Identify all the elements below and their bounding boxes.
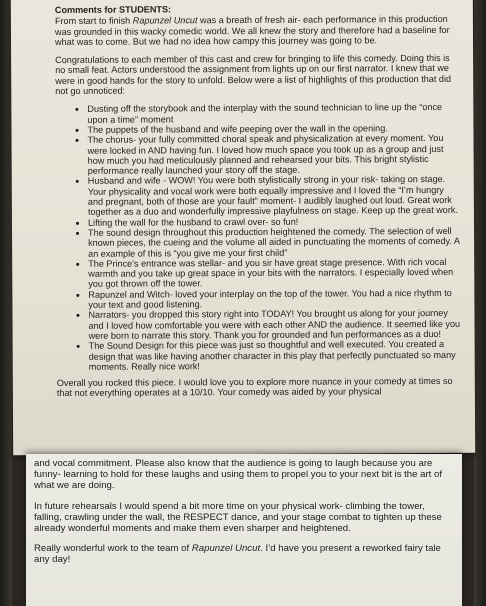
play-title-closing: Rapunzel Uncut <box>191 543 261 555</box>
continuation-paragraph: and vocal commitment. Please also know that the audience is going to laugh because you are funny- learning to hold for these laughs and using them to propel you to your next bit is the art of what we are doing. <box>34 458 442 492</box>
background-edge-right <box>474 0 486 606</box>
intro-paragraph <box>55 14 459 47</box>
intro-text-end: was a breath of fresh air- each performance in this production was grounded in this wacky comedic world. We all knew the story and therefore had a baseline for what was to come. But we had no idea how campy this journey was going to be. <box>54 14 450 47</box>
highlight-item: • Lifting the wall for the husband to crawl over- so fun! <box>88 216 460 228</box>
background-edge-left <box>0 0 12 606</box>
overall-paragraph: Overall you rocked this piece. I would love you to explore more nuance in your comedy at times so that not everything operates at a 10/10. Your comedy was aided by your physical <box>56 375 453 399</box>
letter-heading: Comments for STUDENTS: <box>54 4 172 15</box>
highlight-item: • The Sound Design for this piece was just so thoughtful and well executed. You created a design that was like having another character in this play that perfectly punctuated so many moments. Really nice work! <box>89 339 461 372</box>
highlight-item: • Husband and wife - WOW! You were both stylistically strong in your risk- taking on stage. Your physicality and vocal work were both equally impressive and I loved the “I’m hungry and pregnant, both of those are your fault” moment- I audibly laughed out loud. Great work together as a duo and wonderfully impressive playfulness on stage. Keep up the great work. <box>88 174 460 217</box>
letter-page-bottom <box>26 454 462 606</box>
letter-page-top <box>11 0 475 455</box>
highlight-item: • The chorus- your fully committed choral speak and physicalization at every moment. You were locked in AND having fun. I loved how much space you took up as a group and just how much you had meticulously planned and rehearsed your bits. This bright stylistic performance really launched your story off the stage. <box>88 133 460 176</box>
intro-text-start: From start to finish <box>54 15 133 27</box>
highlight-item: • Dusting off the storybook and the interplay with the sound technician to line up the “once upon a time” moment <box>87 102 459 125</box>
letter-body-top <box>11 0 475 399</box>
closing-text-end: . I’d have you present a reworked fairy tale any day! <box>34 543 441 566</box>
letter-body-bottom <box>26 454 462 566</box>
highlight-item: • The Prince’s entrance was stellar- and you sir have great stage presence. With rich vocal warmth and you take up great space in your bits with the narrators. I especially loved when you got thrown off the tower. <box>88 257 460 290</box>
highlights-list <box>55 102 460 372</box>
congrats-paragraph: Congratulations to each member of this cast and crew for bringing to life this comedy. Doing this is no small feat. Actors understood the assignment from lights up on our first narrator. I knew that we were in good hands for the story to unfold. Below were a list of highlights of this production that did not go unnoticed: <box>55 53 452 97</box>
closing-paragraph <box>34 543 454 565</box>
play-title: Rapunzel Uncut <box>132 15 198 26</box>
future-rehearsals-paragraph: In future rehearsals I would spend a bit more time on your physical work- climbing the tower, falling, crawling under the wall, the RESPECT dance, and your stage combat to tighten up these already wonderful moments and make them even sharper and heightened. <box>34 500 442 535</box>
highlight-item: • The sound design throughout this production heightened the comedy. The selection of well known pieces, the cueing and the volume all aided in punctuating the moments of comedy. A an example of this is “you give me your first child” <box>88 226 460 259</box>
highlight-item: • Narrators- you dropped this story right into TODAY! You brought us along for your journey and I loved how comfortable you were with each other AND the audience. It seemed like you were born to narrate this story. Thank you for grounded and fun performances as a duo! <box>88 308 460 341</box>
closing-text-start: Really wonderful work to the team of <box>34 543 192 555</box>
highlight-item: • The puppets of the husband and wife peeping over the wall in the opening. <box>87 123 459 135</box>
highlight-item: • Rapunzel and Witch- loved your interplay on the top of the tower. You had a nice rhythm to your text and good listening. <box>88 288 460 311</box>
